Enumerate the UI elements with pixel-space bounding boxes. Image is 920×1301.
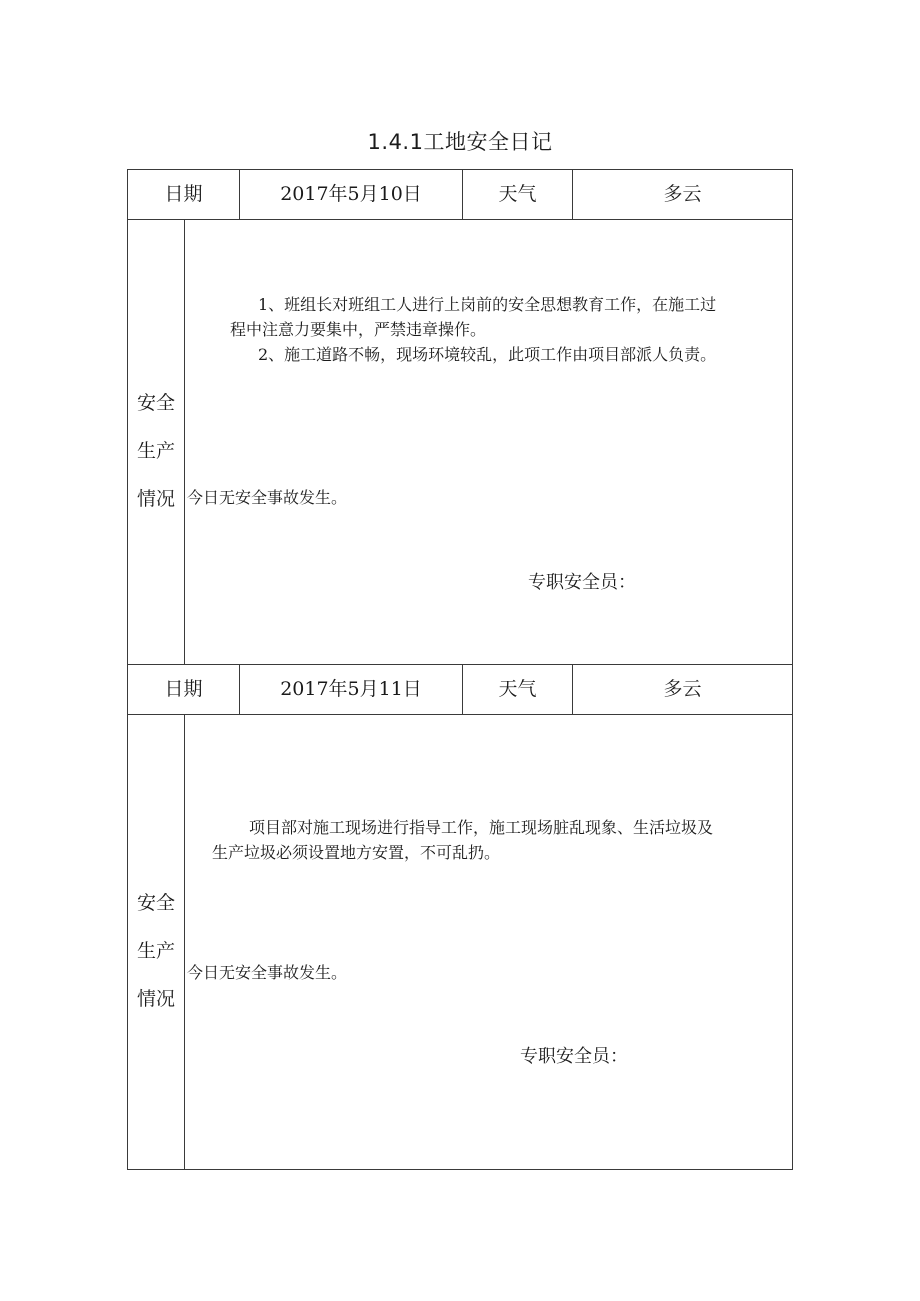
table-border-bottom: [127, 1169, 793, 1170]
row-divider-1: [127, 219, 793, 220]
weather-label: 天气: [498, 183, 537, 205]
content-line: 1、班组长对班组工人进行上岗前的安全思想教育工作，在施工过: [258, 295, 717, 314]
section-label-line: 生产: [136, 440, 175, 462]
row-divider-3: [127, 714, 793, 715]
weather-label: 天气: [498, 678, 537, 700]
table-border-top: [127, 169, 793, 170]
date-label: 日期: [164, 183, 203, 205]
safety-summary: 今日无安全事故发生。: [187, 963, 348, 982]
section-label-line: 情况: [136, 488, 175, 510]
weather-value: 多云: [663, 678, 702, 700]
content-line: 生产垃圾必须设置地方安置，不可乱扔。: [212, 843, 501, 862]
label-column-divider: [184, 219, 185, 665]
safety-officer-signature: 专职安全员：: [520, 1046, 628, 1067]
page-title: 1.4.1工地安全日记: [367, 130, 553, 154]
label-column-divider: [184, 714, 185, 1170]
content-line: 项目部对施工现场进行指导工作，施工现场脏乱现象、生活垃圾及: [249, 818, 714, 837]
section-label-line: 生产: [136, 940, 175, 962]
weather-value: 多云: [663, 183, 702, 205]
date-value: 2017年5月11日: [280, 678, 422, 700]
section-label-line: 情况: [136, 988, 175, 1010]
row-divider-2: [127, 664, 793, 665]
safety-summary: 今日无安全事故发生。: [187, 488, 348, 507]
section-label-line: 安全: [136, 392, 175, 414]
table-border-right: [792, 169, 793, 1170]
section-label-line: 安全: [136, 892, 175, 914]
section-label: [128, 879, 184, 1023]
date-label: 日期: [164, 678, 203, 700]
content-line: 2、施工道路不畅，现场环境较乱，此项工作由项目部派人负责。: [258, 345, 717, 364]
section-label: [128, 379, 184, 523]
safety-officer-signature: 专职安全员：: [528, 572, 636, 593]
date-value: 2017年5月10日: [280, 183, 422, 205]
content-line: 程中注意力要集中，严禁违章操作。: [230, 320, 487, 339]
